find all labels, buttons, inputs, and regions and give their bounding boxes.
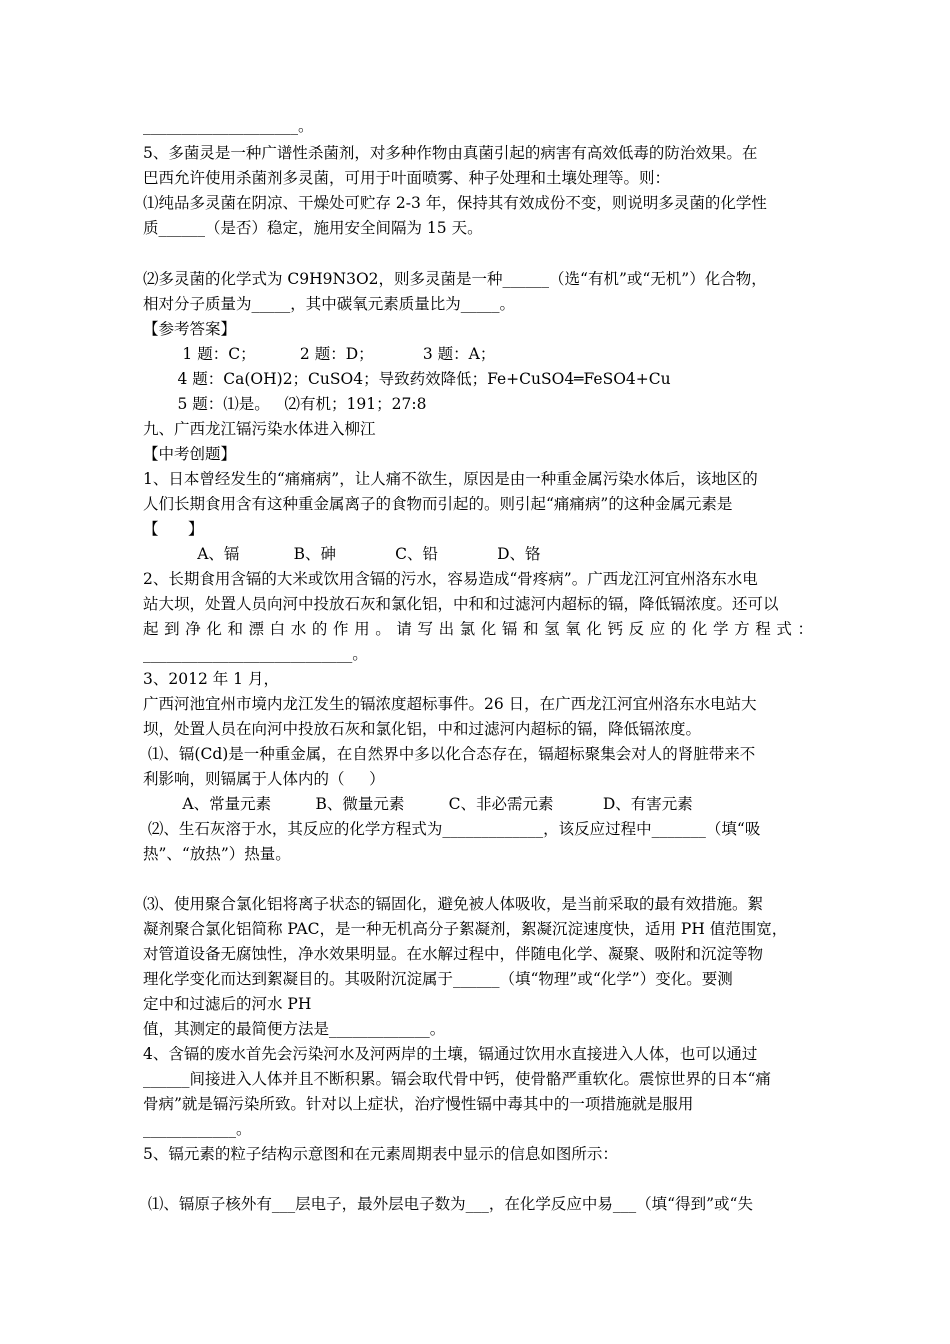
- text-line: 5、镉元素的粒子结构示意图和在元素周期表中显示的信息如图所示：: [143, 1145, 618, 1163]
- text-line: 值，其测定的最简便方法是_____________。: [143, 1020, 446, 1038]
- text-line: 5、多菌灵是一种广谱性杀菌剂，对多种作物由真菌引起的病害有高效低毒的防治效果。在: [143, 144, 758, 162]
- text-line: ___________________________。: [143, 645, 368, 663]
- text-line: ⑴、镉原子核外有___层电子，最外层电子数为___，在化学反应中易___（填“得到”或“失: [143, 1195, 753, 1213]
- text-line: 广西河池宜州市境内龙江发生的镉浓度超标事件。26 日，在广西龙江河宜州洛东水电站大: [143, 695, 757, 713]
- text-line: 站大坝，处置人员向河中投放石灰和氯化铝，中和和过滤河内超标的镉，降低镉浓度。还可以: [143, 595, 779, 613]
- text-line: 1、日本曾经发生的“痛痛病”，让人痛不欲生，原因是由一种重金属污染水体后，该地区的: [143, 470, 758, 488]
- text-line: A、常量元素 B、微量元素 C、非必需元素 D、有害元素: [143, 795, 693, 813]
- text-line: 凝剂聚合氯化铝简称 PAC，是一种无机高分子絮凝剂，絮凝沉淀速度快，适用 PH 值范围宽，: [143, 920, 788, 938]
- text-line: 【 】: [143, 520, 204, 538]
- text-line: 起到净化和漂白水的作用。请写出氯化镉和氢氧化钙反应的化学方程式：: [143, 620, 813, 638]
- text-line: 5 题：⑴是。 ⑵有机；191；27:8: [143, 395, 427, 413]
- text-line: 定中和过滤后的河水 PH: [143, 995, 312, 1013]
- text-line: 4 题：Ca(OH)2；CuSO4；导致药效降低；Fe+CuSO4═FeSO4+Cu: [143, 370, 671, 388]
- text-line: ⑴纯品多灵菌在阴凉、干燥处可贮存 2-3 年，保持其有效成份不变，则说明多灵菌的化学性: [143, 194, 767, 212]
- text-line: 利影响，则镉属于人体内的（ ）: [143, 770, 385, 788]
- text-line: A、镉 B、砷 C、铅 D、铬: [143, 545, 541, 563]
- text-line: ______间接进入人体并且不断积累。镉会取代骨中钙，使骨骼严重软化。震惊世界的日本“痛: [143, 1070, 771, 1088]
- text-line: ⑵、生石灰溶于水，其反应的化学方程式为_____________，该反应过程中_______（填“吸: [143, 820, 761, 838]
- section-heading: 【参考答案】: [143, 320, 237, 338]
- section-heading: 九、广西龙江镉污染水体进入柳江: [143, 420, 376, 438]
- text-line: 质______（是否）稳定，施用安全间隔为 15 天。: [143, 219, 483, 237]
- text-line: 4、含镉的废水首先会污染河水及河两岸的土壤，镉通过饮用水直接进入人体，也可以通过: [143, 1045, 758, 1063]
- text-line: 热”、“放热”）热量。: [143, 845, 291, 863]
- text-line: 理化学变化而达到絮凝目的。其吸附沉淀属于______（填“物理”或“化学”）变化。要测: [143, 970, 733, 988]
- section-heading: 【中考创题】: [143, 445, 237, 463]
- text-line: 相对分子质量为_____，其中碳氧元素质量比为_____。: [143, 295, 516, 313]
- text-line: ____________________。: [143, 117, 314, 135]
- text-line: ⑴、镉(Cd)是一种重金属，在自然界中多以化合态存在，镉超标聚集会对人的肾脏带来不: [143, 745, 756, 763]
- text-line: ⑵多灵菌的化学式为 C9H9N3O2，则多灵菌是一种______（选“有机”或“无机”）化合物，: [143, 270, 767, 288]
- text-line: 骨病”就是镉污染所致。针对以上症状，治疗慢性镉中毒其中的一项措施就是服用: [143, 1095, 694, 1113]
- text-line: ____________。: [143, 1120, 252, 1138]
- text-line: 坝，处置人员在向河中投放石灰和氯化铝，中和过滤河内超标的镉，降低镉浓度。: [143, 720, 702, 738]
- text-line: 人们长期食用含有这种重金属离子的食物而引起的。则引起“痛痛病”的这种金属元素是: [143, 495, 733, 513]
- text-line: 1 题：C； 2 题：D； 3 题：A；: [143, 345, 496, 363]
- text-line: 2、长期食用含镉的大米或饮用含镉的污水，容易造成“骨疼病”。广西龙江河宜州洛东水电: [143, 570, 758, 588]
- text-line: 对管道设备无腐蚀性，净水效果明显。在水解过程中，伴随电化学、凝聚、吸附和沉淀等物: [143, 945, 764, 963]
- text-line: 3、2012 年 1 月，: [143, 670, 279, 688]
- text-line: 巴西允许使用杀菌剂多灵菌，可用于叶面喷雾、种子处理和土壤处理等。则：: [143, 169, 671, 187]
- text-line: ⑶、使用聚合氯化铝将离子状态的镉固化，避免被人体吸收，是当前采取的最有效措施。絮: [143, 895, 764, 913]
